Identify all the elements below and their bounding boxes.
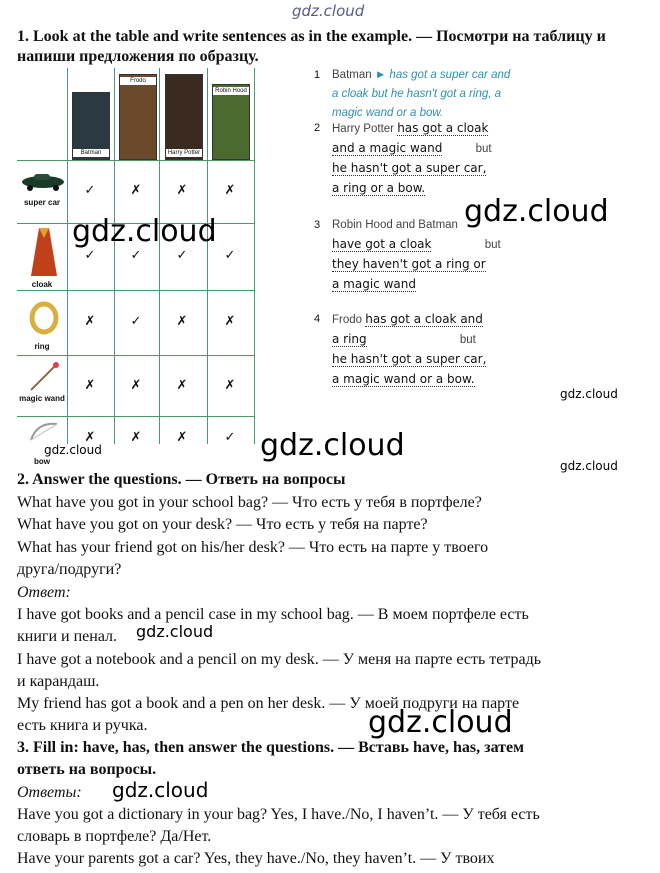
task3-line-1a: Have you got a dictionary in your bag? Yes, I have./No, I haven’t. — У тебя есть	[17, 806, 540, 823]
table-mark: ✗	[176, 314, 188, 329]
table-mark: ✓	[224, 248, 236, 263]
table-mark: ✓	[130, 314, 142, 329]
row-label-super-car: super car	[23, 198, 61, 207]
row-label-ring: ring	[34, 342, 50, 351]
example-2-line3: he hasn't got a super car,	[332, 161, 487, 175]
watermark-5: gdz.cloud	[260, 428, 405, 463]
table-mark: ✗	[130, 430, 142, 445]
example-2-line1: has got a cloak	[397, 121, 489, 135]
task2-answer-2b: и карандаш.	[17, 673, 100, 690]
example-2-but: but	[475, 143, 492, 155]
table-mark: ✗	[224, 314, 236, 329]
example-3-line3: a magic wand	[332, 277, 416, 291]
poster-label-robin-hood: Robin Hood	[213, 87, 249, 95]
cloak-icon	[29, 226, 59, 278]
task2-answer-3a: My friend has got a book and a pen on her desk. — У моей подруги на парте	[17, 695, 520, 712]
example-2-line2: and a magic wand	[332, 141, 443, 155]
example-2	[314, 119, 524, 199]
table-mark: ✗	[224, 183, 236, 198]
task1-heading: 1. Look at the table and write sentences as in the example. — Посмотри на таблицу и напиши предложения по образцу.	[17, 28, 606, 65]
task3-answers-label: Ответы:	[17, 784, 82, 801]
table-mark: ✗	[176, 183, 188, 198]
row-label-magic-wand: magic wand	[19, 394, 65, 403]
watermark-4: gdz.cloud	[44, 443, 102, 457]
batman-poster	[72, 92, 110, 160]
task2-question-1: What have you got in your school bag? — Что есть у тебя в портфеле?	[17, 494, 482, 511]
example-3-line2: they haven't got a ring or	[332, 257, 486, 271]
poster-label-frodo: Frodo	[120, 77, 156, 85]
example-4-line2: a ring	[332, 332, 367, 346]
task3-line-2: Have your parents got a car? Yes, they have./No, they haven’t. — У твоих	[17, 850, 495, 867]
task2-heading: 2. Answer the questions. — Ответь на вопросы	[17, 471, 346, 488]
task2-question-3b: друга/подруги?	[17, 561, 122, 578]
task2-question-2: What have you got on your desk? — Что есть у тебя на парте?	[17, 516, 428, 533]
task2-answer-label: Ответ:	[17, 584, 71, 601]
table-mark: ✗	[224, 378, 236, 393]
table-mark: ✗	[176, 378, 188, 393]
task3-heading-b: ответь на вопросы.	[17, 761, 157, 778]
table-mark: ✗	[84, 430, 96, 445]
example-4-line1: has got a cloak and	[365, 312, 483, 326]
table-mark: ✓	[176, 248, 188, 263]
task3-line-1b: словарь в портфеле? Да/Нет.	[17, 828, 212, 845]
harry-potter-poster	[165, 74, 203, 160]
example-number: 1	[314, 69, 321, 81]
table-mark: ✓	[84, 248, 96, 263]
task2-answer-2a: I have got a notebook and a pencil on my desk. — У меня на парте есть тетрадь	[17, 651, 542, 668]
robin-hood-poster	[212, 84, 250, 160]
task3-heading-a: 3. Fill in: have, has, then answer the questions. — Вставь have, has, затем	[17, 739, 525, 756]
example-4-line4: a magic wand or a bow.	[332, 372, 475, 386]
table-mark: ✗	[84, 314, 96, 329]
example-number: 3	[314, 219, 321, 231]
example-1-text: has got a super car and a cloak but he hasn't got a ring, a magic wand or a bow.	[332, 69, 511, 119]
watermark-8: gdz.cloud	[368, 705, 513, 740]
watermark-2: gdz.cloud	[464, 194, 609, 229]
watermark-3: gdz.cloud	[560, 387, 618, 401]
example-1: 1 Batman ► has got a super car and a cloak but he hasn't got a ring, a magic wand or a bow.	[314, 66, 519, 123]
bow-icon	[27, 420, 61, 444]
ring-icon	[29, 298, 59, 338]
example-3-but: but	[484, 239, 501, 251]
watermark-9: gdz.cloud	[112, 778, 209, 802]
table-mark: ✓	[84, 183, 96, 198]
watermark-6: gdz.cloud	[560, 459, 618, 473]
task2-answer-1a: I have got books and a pencil case in my school bag. — В моем портфеле есть	[17, 606, 529, 623]
example-number: 2	[314, 122, 321, 134]
example-4-line3: he hasn't got a super car,	[332, 352, 487, 366]
task2-answer-3b: есть книга и ручка.	[17, 717, 148, 734]
example-4	[314, 310, 524, 390]
table-mark: ✓	[224, 430, 236, 445]
row-label-cloak: cloak	[31, 280, 53, 289]
watermark-top: gdz.cloud	[292, 2, 365, 20]
super-car-icon	[20, 164, 66, 196]
table-mark: ✗	[130, 183, 142, 198]
example-4-but: but	[459, 334, 476, 346]
example-1-name: Batman	[332, 69, 372, 81]
watermark-1: gdz.cloud	[72, 214, 217, 249]
table-mark: ✗	[130, 378, 142, 393]
example-3-line1: have got a cloak	[332, 237, 432, 251]
example-2-name: Harry Potter	[332, 123, 394, 135]
table-mark: ✗	[176, 430, 188, 445]
frodo-poster	[119, 74, 157, 160]
example-2-line4: a ring or a bow.	[332, 181, 426, 195]
table-mark: ✗	[84, 378, 96, 393]
character-items-table	[17, 68, 255, 444]
example-number: 4	[314, 313, 321, 325]
row-label-bow: bow	[34, 457, 50, 466]
example-3-name: Robin Hood and Batman	[332, 219, 458, 231]
example-4-name: Frodo	[332, 314, 363, 326]
magic-wand-icon	[27, 360, 61, 394]
table-mark: ✓	[130, 248, 142, 263]
poster-label-harry-potter: Harry Potter	[167, 150, 201, 156]
poster-label-batman: Batman	[73, 149, 109, 157]
task2-answer-1b: книги и пенал.	[17, 628, 118, 645]
task2-question-3a: What has your friend got on his/her desk? — Что есть на парте у твоего	[17, 539, 489, 556]
watermark-7: gdz.cloud	[136, 622, 214, 641]
